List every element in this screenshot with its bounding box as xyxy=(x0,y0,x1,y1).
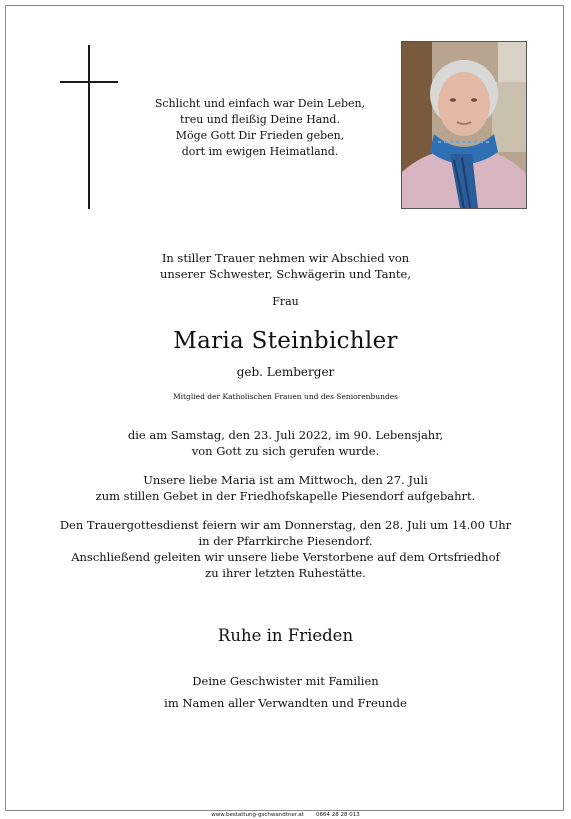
death-line: von Gott zu sich gerufen wurde. xyxy=(191,444,380,458)
poem-line: dort im ewigen Heimatland. xyxy=(181,145,339,158)
service-line: in der Pfarrkirche Piesendorf. xyxy=(198,534,373,548)
death-line: die am Samstag, den 23. Juli 2022, im 90. Lebensjahr, xyxy=(127,428,444,442)
viewing-line: Unsere liebe Maria ist am Mittwoch, den 27. Juli xyxy=(143,473,428,487)
signatures xyxy=(0,673,571,711)
service-line: Anschließend geleiten wir unsere liebe Verstorbene auf dem Ortsfriedhof xyxy=(71,550,500,564)
poem xyxy=(140,96,380,160)
intro xyxy=(0,250,571,282)
death-notice xyxy=(0,427,571,459)
service-line: Den Trauergottesdienst feiern wir am Donnerstag, den 28. Juli um 14.00 Uhr xyxy=(59,518,512,532)
poem-line: Möge Gott Dir Frieden geben, xyxy=(175,129,345,142)
footer-contact: www.bestattung-gschwandtner.at 0664 28 28 013 xyxy=(211,812,360,818)
membership: Mitglied der Katholischen Frauen und des Seniorenbundes xyxy=(172,392,399,401)
service-notice xyxy=(0,517,571,581)
birth-name: geb. Lemberger xyxy=(236,365,335,379)
signature-line: im Namen aller Verwandten und Freunde xyxy=(164,696,407,710)
intro-line: unserer Schwester, Schwägerin und Tante, xyxy=(159,267,411,281)
service-line: zu ihrer letzten Ruhestätte. xyxy=(205,566,366,580)
salutation: Frau xyxy=(272,295,299,308)
rip-heading: Ruhe in Frieden xyxy=(217,626,354,645)
poem-line: treu und fleißig Deine Hand. xyxy=(180,113,340,126)
cross-icon-bar xyxy=(60,81,118,83)
portrait-photo xyxy=(401,41,527,209)
cross-icon xyxy=(88,45,90,209)
poem-line: Schlicht und einfach war Dein Leben, xyxy=(154,97,366,110)
viewing-line: zum stillen Gebet in der Friedhofskapelle Piesendorf aufgebahrt. xyxy=(95,489,476,503)
intro-line: In stiller Trauer nehmen wir Abschied von xyxy=(161,251,410,265)
portrait-image xyxy=(402,42,526,208)
deceased-name: Maria Steinbichler xyxy=(173,328,398,354)
viewing-notice xyxy=(0,472,571,504)
signature-line: Deine Geschwister mit Familien xyxy=(192,674,379,688)
